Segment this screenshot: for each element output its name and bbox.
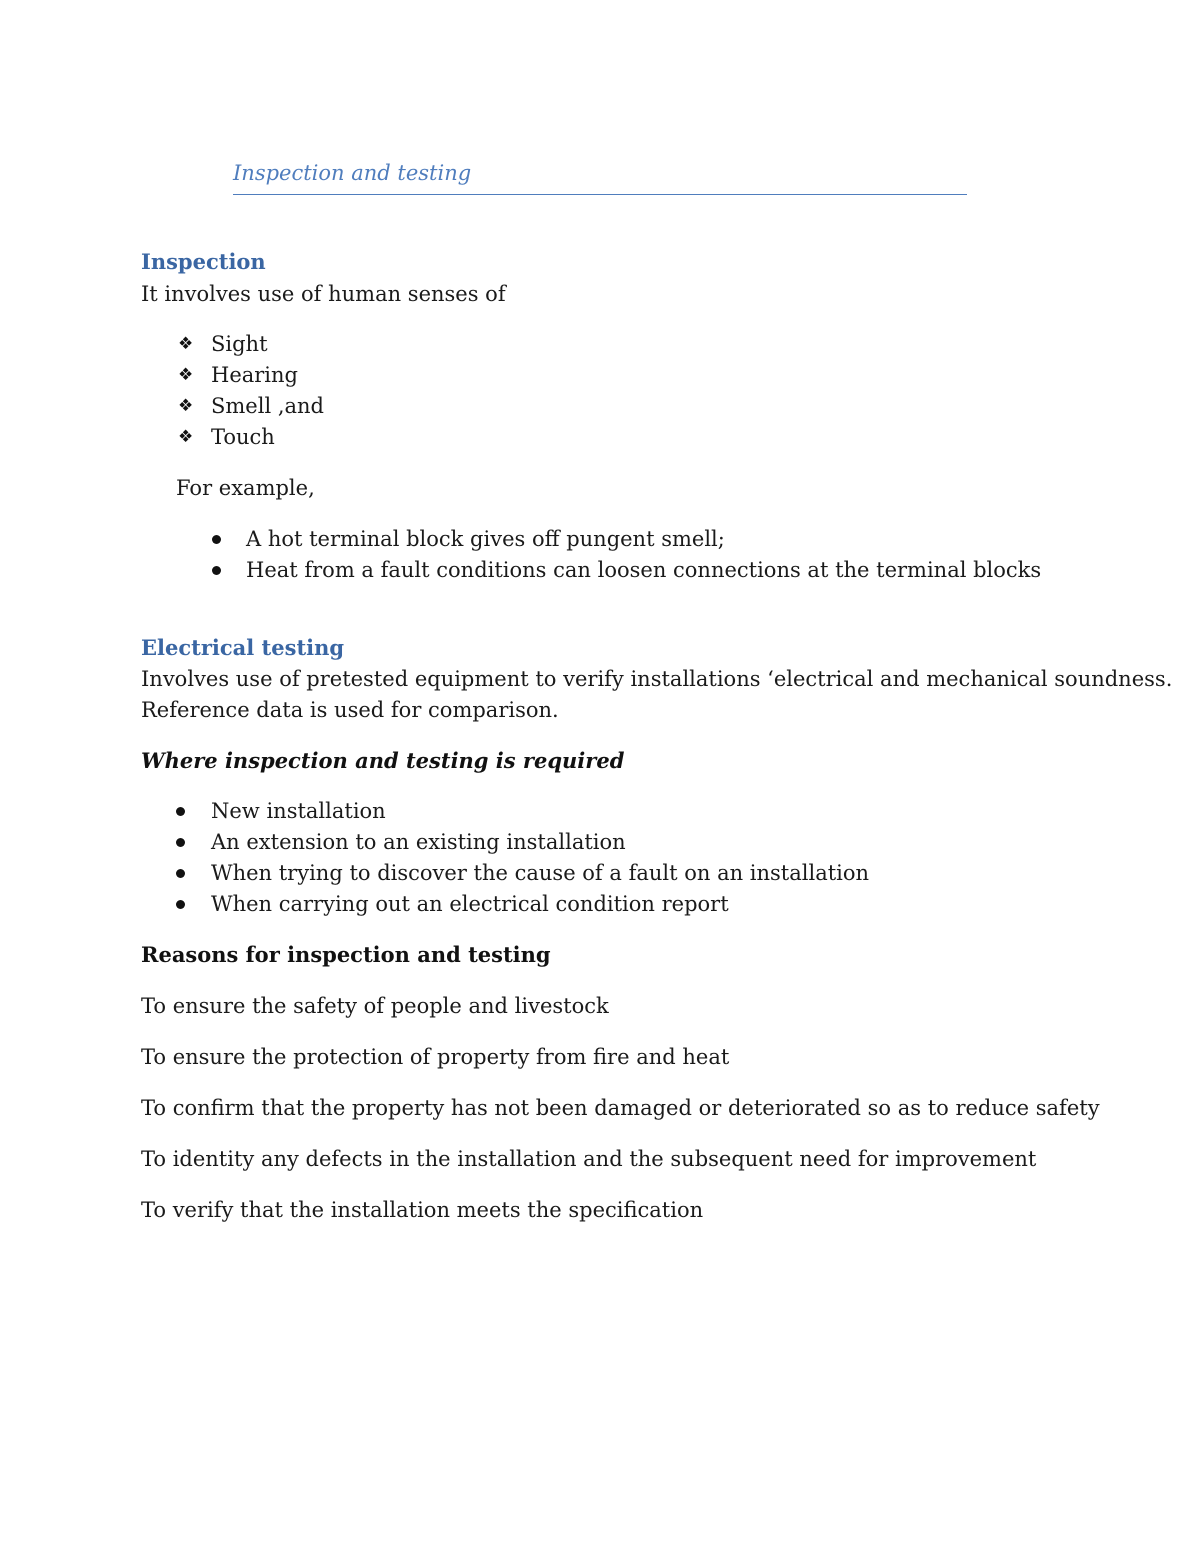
- electrical-testing-line: Involves use of pretested equipment to verify installations ‘electrical and mechanical soundness.: [141, 667, 1173, 691]
- reason-item: To ensure the safety of people and livestock: [141, 994, 609, 1018]
- list-item: An extension to an existing installation: [211, 830, 626, 854]
- inspection-heading: Inspection: [141, 249, 266, 274]
- reason-item: To ensure the protection of property from fire and heat: [141, 1045, 730, 1069]
- diamond-bullet-icon: ❖: [178, 427, 194, 447]
- reasons-heading: Reasons for inspection and testing: [141, 942, 551, 967]
- where-required-heading: Where inspection and testing is required: [141, 748, 625, 773]
- dot-bullet-icon: [176, 900, 185, 909]
- title-underline: [233, 194, 967, 195]
- sense-item: Touch: [211, 425, 275, 449]
- dot-bullet-icon: [176, 807, 185, 816]
- reason-item: To verify that the installation meets the specification: [141, 1198, 704, 1222]
- dot-bullet-icon: [176, 869, 185, 878]
- sense-item: Smell ,and: [211, 394, 324, 418]
- electrical-testing-line: Reference data is used for comparison.: [141, 698, 559, 722]
- diamond-bullet-icon: ❖: [178, 396, 194, 416]
- list-item: When carrying out an electrical condition report: [211, 892, 729, 916]
- inspection-intro: It involves use of human senses of: [141, 282, 506, 306]
- dot-bullet-icon: [176, 838, 185, 847]
- document-title: Inspection and testing: [233, 161, 472, 185]
- diamond-bullet-icon: ❖: [178, 334, 194, 354]
- dot-bullet-icon: [212, 566, 221, 575]
- list-item: New installation: [211, 799, 386, 823]
- reason-item: To identity any defects in the installation and the subsequent need for improvement: [141, 1147, 1037, 1171]
- sense-item: Sight: [211, 332, 268, 356]
- dot-bullet-icon: [212, 535, 221, 544]
- example-label: For example,: [176, 476, 315, 500]
- example-item: Heat from a fault conditions can loosen connections at the terminal blocks: [246, 558, 1042, 582]
- list-item: When trying to discover the cause of a fault on an installation: [211, 861, 870, 885]
- reason-item: To confirm that the property has not been damaged or deteriorated so as to reduce safety: [141, 1096, 1100, 1120]
- example-item: A hot terminal block gives off pungent smell;: [246, 527, 725, 551]
- diamond-bullet-icon: ❖: [178, 365, 194, 385]
- sense-item: Hearing: [211, 363, 298, 387]
- electrical-testing-heading: Electrical testing: [141, 635, 345, 660]
